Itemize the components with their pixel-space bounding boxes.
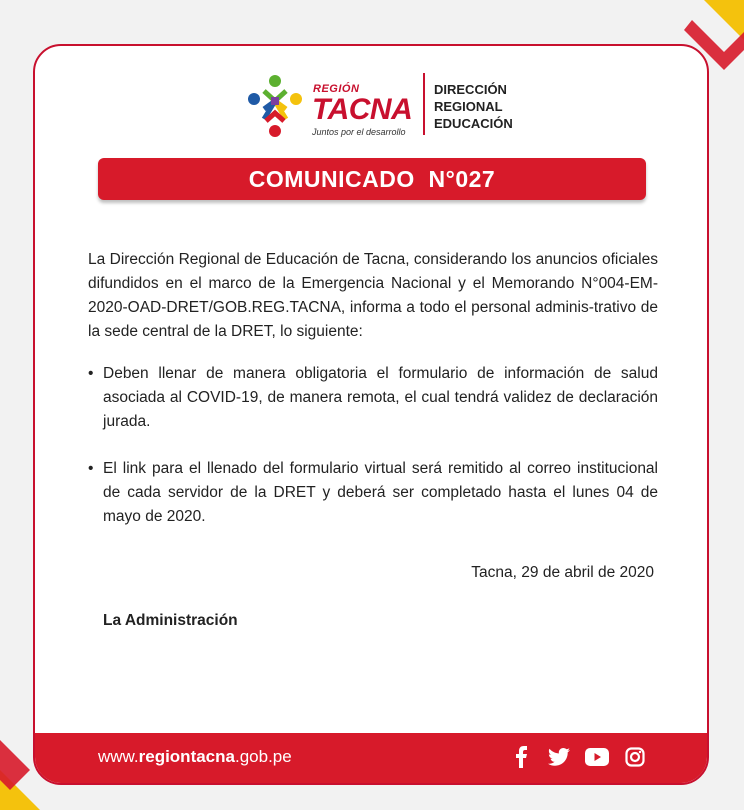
bullet-marker: •	[88, 365, 94, 382]
department-line-1: DIRECCIÓN	[434, 82, 507, 97]
signature: La Administración	[103, 612, 238, 629]
date-line: Tacna, 29 de abril de 2020	[471, 564, 654, 581]
youtube-icon[interactable]	[585, 745, 609, 769]
bullet-list	[88, 362, 658, 529]
footer-bar	[35, 733, 707, 783]
region-label: REGIÓN	[313, 83, 360, 95]
page-title: COMUNICADO N°027	[98, 158, 646, 200]
communique-body	[88, 248, 658, 552]
website-prefix: www.	[98, 747, 139, 766]
intro-paragraph: La Dirección Regional de Educación de Tacna, considerando los anuncios oficiales difundidos en el marco de la Emergencia Nacional y el Memorando N°004-EM-2020-OAD-DRET/GOB.REG.TACNA, informa a todo el personal adminis-trativo de la sede central de la DRET, lo siguiente:	[88, 251, 658, 340]
header-logo	[240, 71, 540, 141]
list-item	[88, 362, 658, 434]
department-line-2: REGIONAL	[434, 99, 503, 114]
tacna-emblem-icon	[240, 71, 310, 141]
website-link[interactable]	[98, 747, 292, 767]
website-domain: regiontacna	[138, 747, 235, 766]
list-item	[88, 457, 658, 529]
bullet-marker: •	[88, 460, 94, 477]
bullet-text: Deben llenar de manera obligatoria el formulario de información de salud asociada al COVID-19, de manera remota, el cual tendrá validez de declaración jurada.	[103, 365, 658, 430]
department-line-3: EDUCACIÓN	[434, 116, 513, 131]
communique-card	[33, 44, 709, 785]
instagram-icon[interactable]	[623, 745, 647, 769]
logo-divider	[423, 73, 425, 135]
department-name	[434, 81, 513, 132]
region-tagline: Juntos por el desarrollo	[312, 127, 406, 137]
bullet-text: El link para el llenado del formulario virtual será remitido al correo institucional de cada servidor de la DRET y deberá ser completado hasta el lunes 04 de mayo de 2020.	[103, 460, 658, 525]
facebook-icon[interactable]	[509, 745, 533, 769]
website-suffix: .gob.pe	[234, 747, 292, 766]
social-links	[509, 745, 647, 769]
twitter-icon[interactable]	[547, 745, 571, 769]
region-name: TACNA	[312, 93, 413, 126]
